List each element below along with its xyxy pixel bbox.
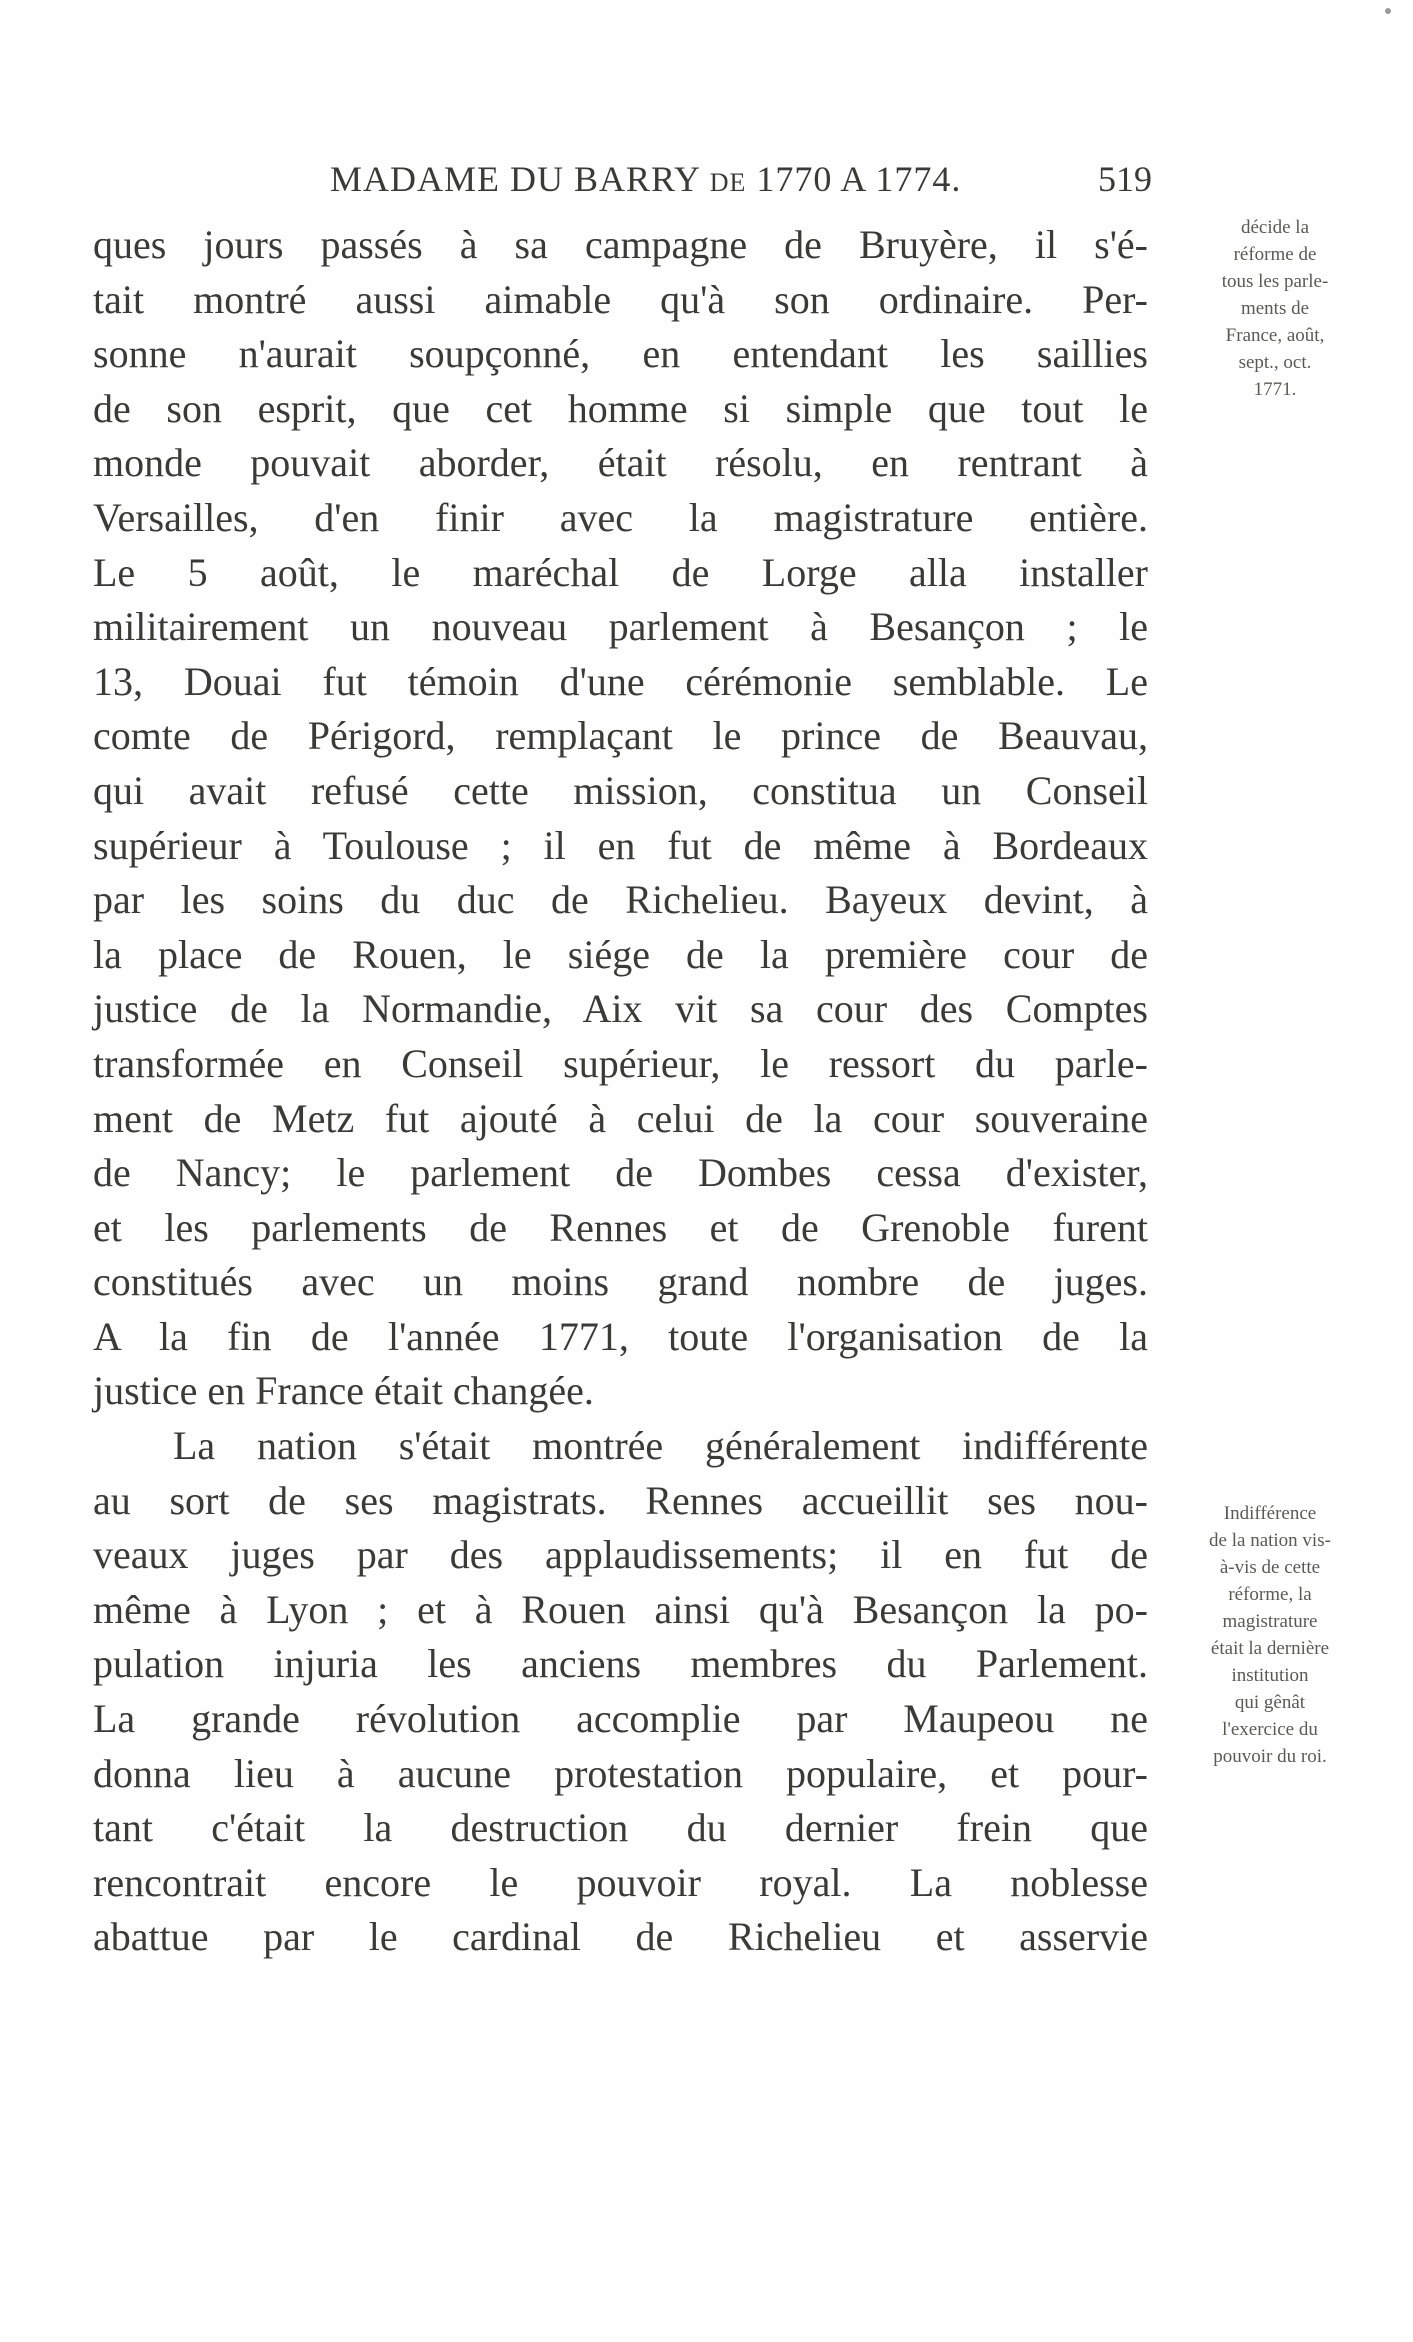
- text-line: A la fin de l'année 1771, toute l'organisation de la: [93, 1313, 1148, 1359]
- scan-speck: [1385, 8, 1391, 14]
- margin-note-line: France, août,: [1225, 325, 1325, 346]
- margin-note-line: était la dernière: [1210, 1638, 1330, 1659]
- text-line: ques jours passés à sa campagne de Bruyère, il s'é-: [93, 222, 1148, 267]
- text-line: justice de la Normandie, Aix vit sa cour des Comptes: [93, 986, 1148, 1032]
- text-line: abattue par le cardinal de Richelieu et asservie: [93, 1914, 1148, 1960]
- text-line: La grande révolution accomplie par Maupeou ne: [93, 1696, 1148, 1742]
- margin-note-line: de la nation vis-: [1209, 1530, 1331, 1551]
- text-line: militairement un nouveau parlement à Besançon ; le: [93, 604, 1148, 650]
- margin-note-line: Indifférence: [1223, 1503, 1317, 1524]
- margin-note-line: décide la: [1240, 217, 1310, 238]
- margin-note-line: pouvoir du roi.: [1213, 1746, 1327, 1767]
- text-line: pulation injuria les anciens membres du Parlement.: [93, 1641, 1148, 1687]
- margin-note-line: sept., oct.: [1238, 352, 1312, 373]
- margin-note-line: tous les parle-: [1221, 271, 1329, 292]
- text-line: de Nancy; le parlement de Dombes cessa d'exister,: [93, 1150, 1148, 1196]
- margin-note-line: qui gênât: [1234, 1692, 1306, 1713]
- text-line: la place de Rouen, le siége de la première cour de: [93, 931, 1148, 977]
- text-line: donna lieu à aucune protestation populaire, et pour-: [93, 1750, 1148, 1796]
- text-line: sonne n'aurait soupçonné, en entendant les saillies: [93, 331, 1148, 377]
- margin-note-reform: [1175, 214, 1375, 403]
- text-line: veaux juges par des applaudissements; il en fut de: [93, 1532, 1148, 1578]
- text-line: monde pouvait aborder, était résolu, en rentrant à: [93, 440, 1148, 486]
- text-line: comte de Périgord, remplaçant le prince de Beauvau,: [93, 713, 1148, 759]
- text-line: tant c'était la destruction du dernier frein que: [93, 1805, 1148, 1851]
- text-line: justice en France était changée.: [93, 1368, 594, 1414]
- text-line: ment de Metz fut ajouté à celui de la cour souveraine: [93, 1095, 1148, 1141]
- text-line: Versailles, d'en finir avec la magistrature entière.: [93, 494, 1148, 540]
- margin-note-line: institution: [1231, 1665, 1309, 1686]
- page-number: 519: [1098, 159, 1152, 199]
- text-line: même à Lyon ; et à Rouen ainsi qu'à Besançon la po-: [93, 1586, 1148, 1632]
- margin-note-line: réforme, la: [1228, 1584, 1312, 1605]
- body-text: [93, 218, 1148, 1965]
- margin-note-line: à-vis de cette: [1219, 1557, 1321, 1578]
- text-line: et les parlements de Rennes et de Grenoble furent: [93, 1204, 1148, 1250]
- text-line: au sort de ses magistrats. Rennes accueillit ses nou-: [93, 1477, 1148, 1523]
- text-line: supérieur à Toulouse ; il en fut de même à Bordeaux: [93, 822, 1148, 868]
- header-title: MADAME DU BARRY: [330, 159, 700, 199]
- margin-note-indifference: [1170, 1500, 1370, 1770]
- margin-note-line: ments de: [1240, 298, 1310, 319]
- text-line: qui avait refusé cette mission, constitua un Conseil: [93, 767, 1148, 813]
- text-line: 13, Douai fut témoin d'une cérémonie semblable. Le: [93, 658, 1148, 704]
- text-line: constitués avec un moins grand nombre de juges.: [93, 1259, 1148, 1305]
- text-line: par les soins du duc de Richelieu. Bayeux devint, à: [93, 877, 1148, 923]
- header-de: DE: [709, 168, 747, 197]
- margin-note-line: magistrature: [1222, 1611, 1318, 1632]
- running-header: [330, 158, 1130, 200]
- margin-note-line: réforme de: [1233, 244, 1317, 265]
- text-line: de son esprit, que cet homme si simple que tout le: [93, 385, 1148, 431]
- text-line: tait montré aussi aimable qu'à son ordinaire. Per-: [93, 276, 1148, 322]
- margin-note-line: 1771.: [1253, 379, 1297, 400]
- text-line: La nation s'était montrée généralement indifférente: [173, 1423, 1148, 1469]
- header-years: 1770 A 1774.: [756, 159, 962, 199]
- text-line: Le 5 août, le maréchal de Lorge alla installer: [93, 549, 1148, 595]
- margin-note-line: l'exercice du: [1222, 1719, 1318, 1740]
- text-line: transformée en Conseil supérieur, le ressort du parle-: [93, 1040, 1148, 1086]
- text-line: rencontrait encore le pouvoir royal. La noblesse: [93, 1859, 1148, 1905]
